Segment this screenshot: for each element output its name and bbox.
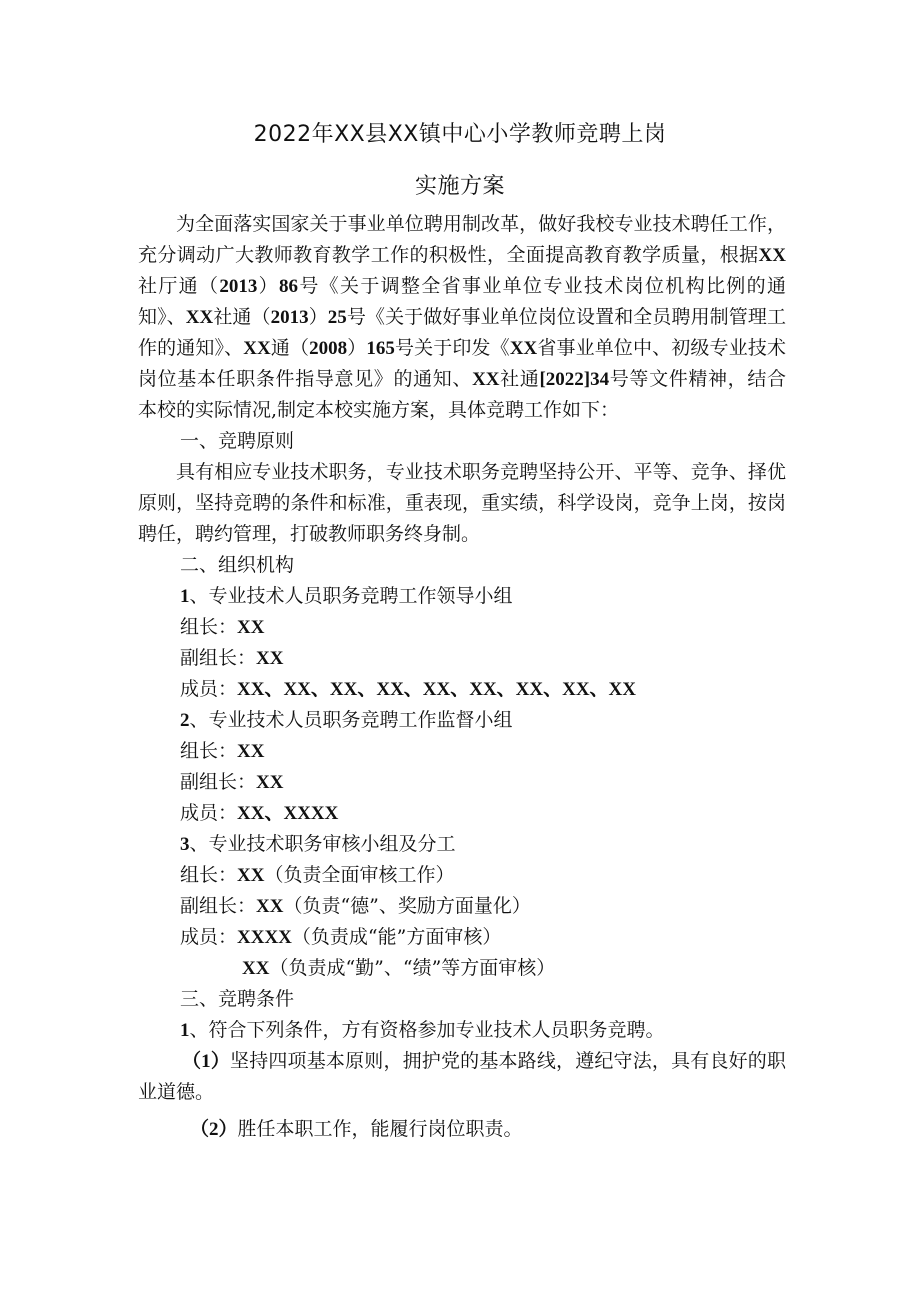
document-title: 2022年XX县XX镇中心小学教师竞聘上岗 — [253, 122, 667, 147]
group3-title: 3、专业技术职务审核小组及分工 — [180, 833, 456, 855]
section1-heading: 一、竞聘原则 — [180, 430, 295, 452]
section1-text: 具有相应专业技术职务，专业技术职务竞聘坚持公开、平等、竞争、择优原则，坚持竞聘的条件和标准，重表现，重实绩，科学设岗，竞争上岗，按岗聘任，聘约管理，打破教师职务终身制。 — [138, 461, 786, 545]
section3-heading: 三、竞聘条件 — [180, 988, 295, 1010]
group1-title: 1、专业技术人员职务竞聘工作领导小组 — [180, 585, 513, 607]
group3-member1: 成员：XXXX（负责成“能”方面审核） — [180, 926, 502, 948]
intro-paragraph: 为全面落实国家关于事业单位聘用制改革，做好我校专业技术聘任工作，充分调动广大教师教育教学工作的积极性，全面提高教育教学质量，根据XX社厅通（2013）86号《关于调整全省事业单位专业技术岗位机构比例的通知》、XX社通（2013）25号《关于做好事业单位岗位设置和全员聘用制管理工作的通知》、XX通（2008）165号关于印发《XX省事业单位中、初级专业技术岗位基本任职条件指导意见》的通知、XX社通[2022]34号等文件精神，结合本校的实际情况,制定本校实施方案，具体竞聘工作如下： — [138, 213, 786, 421]
group2-leader: 组长：XX — [180, 740, 265, 762]
group1-deputy: 副组长：XX — [180, 647, 284, 669]
group2-title: 2、专业技术人员职务竞聘工作监督小组 — [180, 709, 513, 731]
group1-leader: 组长：XX — [180, 616, 265, 638]
group3-leader: 组长：XX（负责全面审核工作） — [180, 864, 455, 886]
document-subtitle: 实施方案 — [414, 174, 505, 199]
section3-sub1: （1）坚持四项基本原则，拥护党的基本路线，遵纪守法，具有良好的职业道德。 — [138, 1050, 786, 1103]
document-body — [138, 209, 786, 1145]
group2-members: 成员：XX、XXXX — [180, 802, 339, 824]
group1-members: 成员：XX、XX、XX、XX、XX、XX、XX、XX、XX — [180, 678, 636, 700]
section2-heading: 二、组织机构 — [180, 554, 295, 576]
section3-sub2: （2）胜任本职工作，能履行岗位职责。 — [190, 1118, 523, 1140]
group2-deputy: 副组长：XX — [180, 771, 284, 793]
group3-deputy: 副组长：XX（负责“德”、奖励方面量化） — [180, 895, 531, 917]
group3-member2: XX（负责成“勤”、“绩”等方面审核） — [242, 957, 556, 979]
section3-item1: 1、符合下列条件，方有资格参加专业技术人员职务竞聘。 — [180, 1019, 665, 1041]
